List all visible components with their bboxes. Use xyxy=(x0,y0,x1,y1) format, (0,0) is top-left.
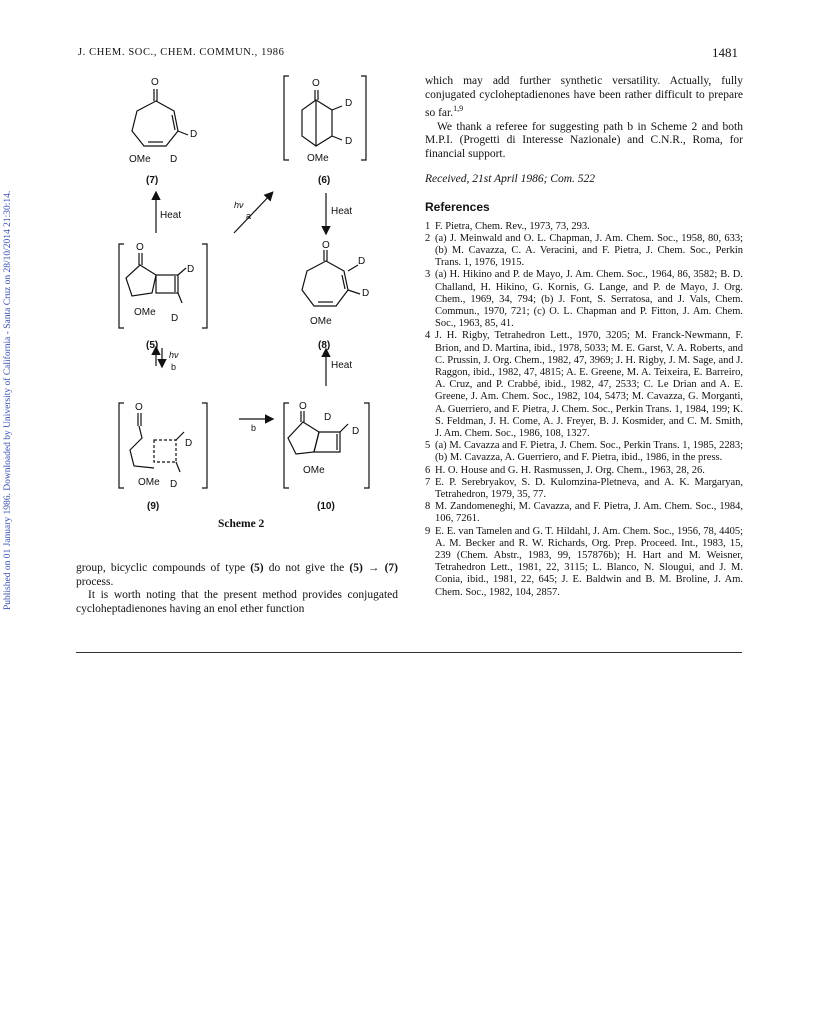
label-o: O xyxy=(136,242,144,253)
scheme-caption: Scheme 2 xyxy=(218,518,265,530)
reference-number: 4 xyxy=(425,330,431,342)
compound-8-structure xyxy=(302,250,360,306)
reference-item xyxy=(425,501,743,525)
label-d: D xyxy=(185,438,193,449)
reference-text[interactable]: (a) M. Cavazza and F. Pietra, J. Chem. Soc., Perkin Trans. 1, 1985, 2283; (b) M. Cavazza, A. Guerriero, and F. Pietra, ibid., 1986, in the press. xyxy=(435,440,743,464)
label-hv: hν xyxy=(234,200,244,210)
label-d: D xyxy=(190,129,198,140)
received-line: Received, 21st April 1986; Com. 522 xyxy=(425,173,596,186)
label-d: D xyxy=(171,313,179,324)
reference-number: 7 xyxy=(425,476,431,488)
reference-text[interactable]: (a) H. Hikino and P. de Mayo, J. Am. Chem. Soc., 1964, 86, 3582; B. D. Challand, H. Hikino, G. Kornis, G. Lange, and P. de Mayo, J. Org. Chem., 1969, 34, 794; (b) J. Font, S. Serratosa, and J. Vals, Chem. Commun., 1970, 721; (c) O. L. Chapman and P. Fitton, J. Am. Chem. Soc., 1963, 85, 41. xyxy=(435,269,743,330)
label-compound-5: (5) xyxy=(146,340,159,351)
label-compound-7: (7) xyxy=(146,175,159,186)
label-heat: Heat xyxy=(331,206,353,217)
reference-item xyxy=(425,221,743,233)
label-heat: Heat xyxy=(160,210,182,221)
label-ome: OMe xyxy=(307,153,329,164)
reference-text[interactable]: J. H. Rigby, Tetrahedron Lett., 1970, 3205; M. Franck-Newmann, F. Brion, and D. Martina, ibid., 1978, 5033; M. E. Garst, V. A. Roberts, and C. Prussin, J. Org. Chem., 1982, 47, 3969; J. H. Rigby, J. M. Sage, and J. Raggon, ibid., 1982, 47, 4815; A. E. Greene, M. A. Teixeira, E. Barreiro, A. Cruz, and P. Crabbé, ibid., 1982, 47, 2533; C. Le Drian and A. E. Greene, J. Am. Chem. Soc., 1982, 104, 5473; M. Cavazza, G. Morganti, A. Guerriero, and F. Pietra, J. Chem. Soc., Perkin Trans. 1, 1984, 199; K. S. Feldman, J. H. Come, A. J. Freyer, B. J. Kosmider, and C. M. Smith, J. Am. Chem. Soc., 1986, 108, 1327. xyxy=(435,330,743,440)
reference-number: 3 xyxy=(425,269,431,281)
label-compound-8: (8) xyxy=(318,340,331,351)
label-path-b: b xyxy=(171,362,177,372)
label-d: D xyxy=(170,154,178,165)
reference-item xyxy=(425,330,743,440)
acknowledgement-paragraph: We thank a referee for suggesting path b in Scheme 2 and both M.P.I. (Progetti di Interesse Nazionale) and C.N.R., Roma, for financial support. xyxy=(425,120,743,160)
scheme-2-drawing xyxy=(74,68,404,518)
right-paragraph-1: which may add further synthetic versatility. Actually, fully conjugated cycloheptadienones have been rather difficult to prepare so far.$^{1,9}$ xyxy=(425,75,743,120)
reference-item xyxy=(425,477,743,501)
label-ome: OMe xyxy=(303,465,325,476)
reference-number: 8 xyxy=(425,501,431,513)
label-compound-6: (6) xyxy=(318,175,331,186)
running-head: J. CHEM. SOC., CHEM. COMMUN., 1986 xyxy=(78,47,285,58)
label-d: D xyxy=(358,256,366,267)
compound-5-structure xyxy=(119,244,207,328)
label-d: D xyxy=(352,426,360,437)
label-ome: OMe xyxy=(138,477,160,488)
references-heading: References xyxy=(425,199,490,214)
label-heat: Heat xyxy=(331,360,353,371)
bottom-rule xyxy=(76,652,742,653)
reference-item xyxy=(425,233,743,270)
compound-6-structure xyxy=(284,76,366,160)
reference-number: 1 xyxy=(425,220,431,232)
reference-number: 5 xyxy=(425,440,431,452)
reference-text[interactable]: E. P. Serebryakov, S. D. Kulomzina-Pletneva, and A. K. Margaryan, Tetrahedron, 1979, 35, 77. xyxy=(435,476,743,501)
reference-text[interactable]: M. Zandomeneghi, M. Cavazza, and F. Pietra, J. Am. Chem. Soc., 1984, 106, 7261. xyxy=(435,501,743,525)
reference-text[interactable]: F. Pietra, Chem. Rev., 1973, 73, 293. xyxy=(435,220,590,232)
label-o: O xyxy=(135,402,143,413)
label-o: O xyxy=(299,401,307,412)
label-o: O xyxy=(322,240,330,251)
reference-item xyxy=(425,526,743,599)
label-path-a: a xyxy=(246,211,252,221)
reference-item xyxy=(425,465,743,477)
page-number: 1481 xyxy=(712,45,738,60)
label-d: D xyxy=(187,264,195,275)
label-d: D xyxy=(345,136,353,147)
label-o: O xyxy=(312,78,320,89)
label-compound-9: (9) xyxy=(147,501,160,512)
compound-7-structure xyxy=(132,89,188,146)
label-path-b: b xyxy=(251,423,257,433)
label-d: D xyxy=(324,412,332,423)
label-d: D xyxy=(362,288,370,299)
label-d: D xyxy=(170,479,178,490)
label-o: O xyxy=(151,77,159,88)
reference-text[interactable]: E. E. van Tamelen and G. T. Hildahl, J. Am. Chem. Soc., 1956, 78, 4405; A. M. Becker and R. W. Richards, Org. Prep. Proceed. Int., 1983, 15, 239 (Chem. Abstr., 1983, 99, 157876b); H. Hart and M. Weisner, Tetrahedron Lett., 1981, 22, 3115; L. Blanco, N. Slougui, and J. M. Conia, ibid., 1981, 22, 645; J. E. Baldwin and B. M. Broline, J. Am. Chem. Soc., 1982, 104, 2857. xyxy=(435,525,743,598)
label-ome: OMe xyxy=(129,154,151,165)
label-compound-10: (10) xyxy=(317,501,335,512)
reference-item xyxy=(425,269,743,330)
right-column xyxy=(425,75,743,599)
reference-number: 2 xyxy=(425,232,431,244)
reference-number: 9 xyxy=(425,525,431,537)
references-list xyxy=(425,221,743,599)
compound-9-structure xyxy=(119,403,207,488)
left-paragraph-2: It is worth noting that the present method provides conjugated cycloheptadienones having an enol ether function xyxy=(76,589,398,615)
label-hv: hν xyxy=(169,350,179,360)
left-column-text xyxy=(76,562,398,616)
reference-number: 6 xyxy=(425,464,431,476)
label-ome: OMe xyxy=(310,316,332,327)
download-watermark-note[interactable]: Published on 01 January 1986. Downloaded by University of California - Santa Cruz on 28/10/2014 21:30:14. xyxy=(3,190,13,610)
label-d: D xyxy=(345,98,353,109)
label-ome: OMe xyxy=(134,307,156,318)
reference-text[interactable]: (a) J. Meinwald and O. L. Chapman, J. Am. Chem. Soc., 1958, 80, 633; (b) M. Cavazza, C. A. Veracini, and F. Pietra, J. Chem. Soc., Perkin Trans. 1, 1976, 1915. xyxy=(435,232,743,269)
reference-item xyxy=(425,440,743,464)
reference-text[interactable]: H. O. House and G. H. Rasmussen, J. Org. Chem., 1963, 28, 26. xyxy=(435,464,705,476)
left-paragraph-1: group, bicyclic compounds of type (5) do not give the (5) → (7) process. xyxy=(76,562,398,588)
